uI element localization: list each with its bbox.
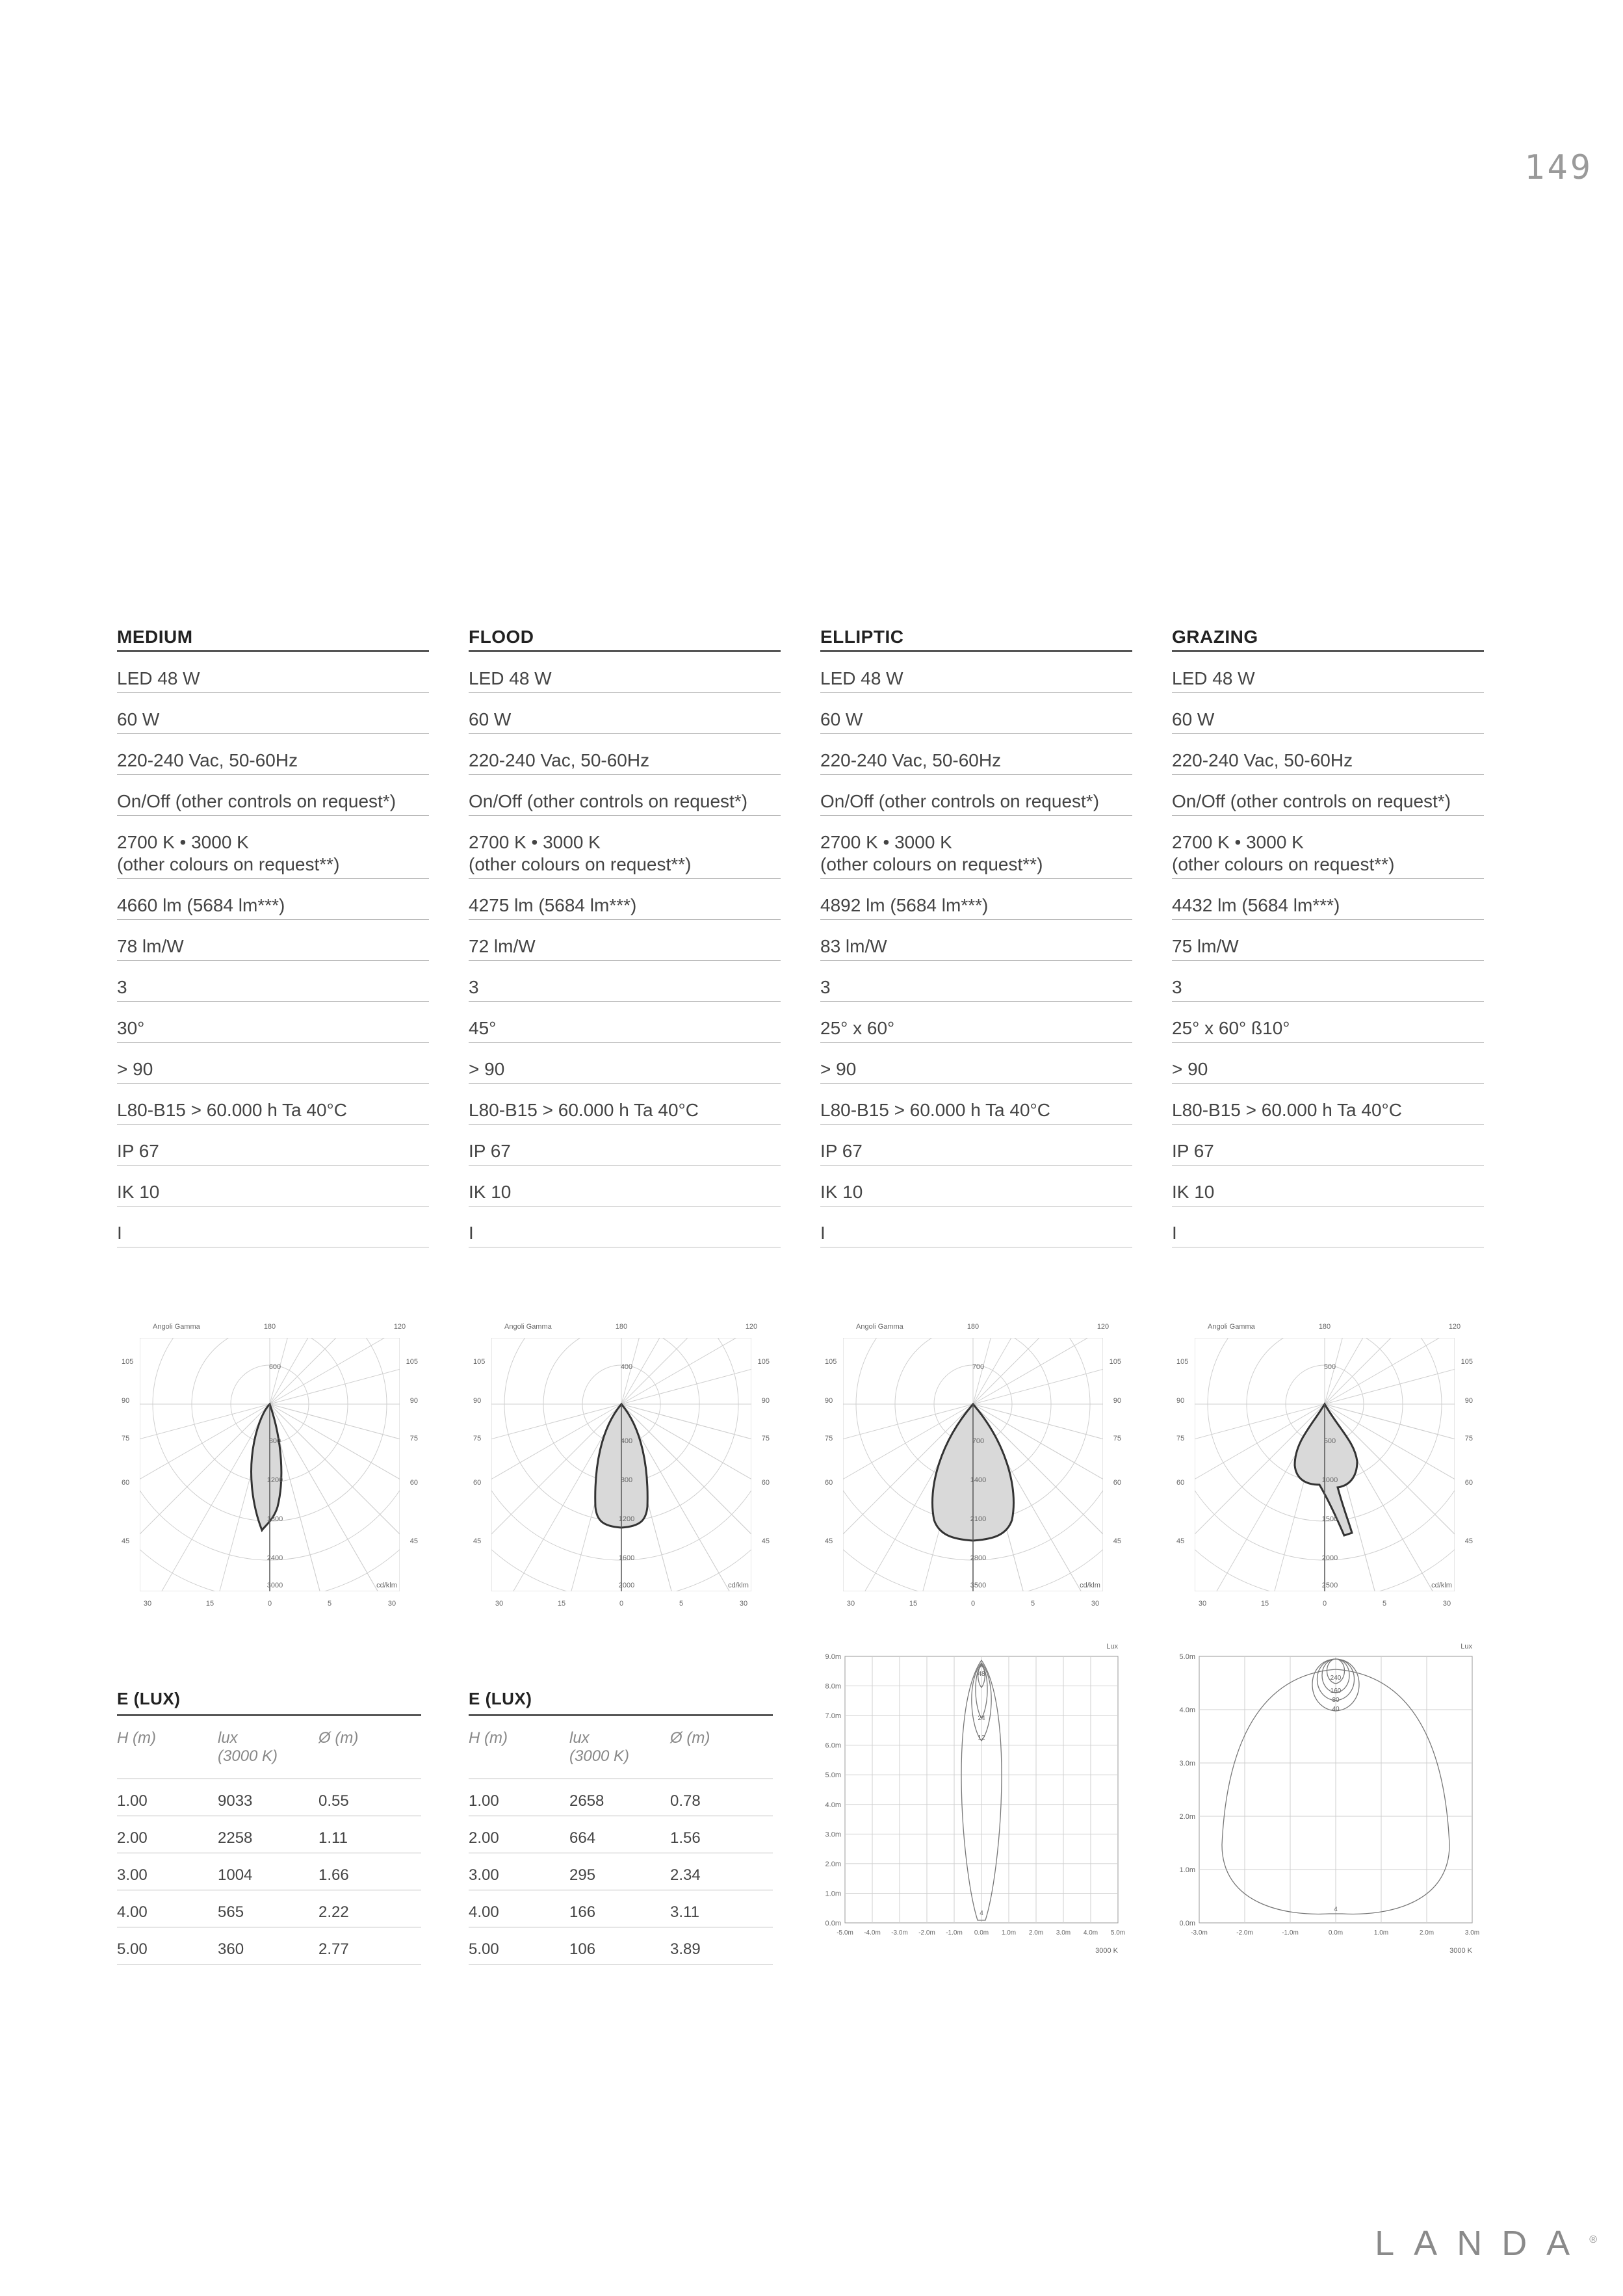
spec-row: 60 W [1172, 693, 1484, 734]
lux-cell: 5.00 [469, 1940, 499, 1958]
polar-ring-label: 400 [620, 1363, 633, 1371]
polar-ring-label: 1000 [1321, 1476, 1338, 1484]
polar-side-label-left: 105 [473, 1358, 486, 1366]
polar-side-label-right: 60 [409, 1479, 418, 1487]
spec-row: IP 67 [1172, 1125, 1484, 1166]
lux-cell: 4.00 [469, 1903, 499, 1921]
isolux-x-label: 3.0m [1056, 1929, 1071, 1937]
spec-row: 78 lm/W [117, 920, 429, 961]
lux-table-row [469, 1779, 773, 1816]
lux-cell: 2258 [218, 1829, 253, 1847]
isolux-y-label: 1.0m [1179, 1866, 1195, 1874]
isolux-svg [809, 1630, 1147, 1968]
polar-unit-label: cd/klm [376, 1582, 397, 1589]
polar-bottom-label: 30 [1198, 1600, 1207, 1608]
polar-top-label: 120 [1448, 1323, 1461, 1331]
spec-row: I [820, 1207, 1132, 1247]
spec-row: LED 48 W [469, 652, 781, 693]
lux-table-title: E (LUX) [117, 1689, 421, 1716]
polar-ring-label: 400 [620, 1437, 633, 1445]
isolux-y-label: 2.0m [825, 1860, 841, 1868]
isolux-x-label: -4.0m [864, 1929, 881, 1937]
polar-ring-label: 2800 [970, 1554, 987, 1562]
spec-column-elliptic [820, 624, 1132, 1247]
lux-table-title: E (LUX) [469, 1689, 773, 1716]
polar-ring-label: 2000 [1321, 1554, 1338, 1562]
polar-side-label-right: 45 [409, 1537, 418, 1545]
lux-cell: 2.34 [670, 1866, 701, 1884]
isolux-contour-label: 12 [978, 1734, 985, 1742]
polar-top-label: 180 [967, 1323, 980, 1331]
isolux-y-label: 1.0m [825, 1890, 841, 1898]
polar-ring-label: 1800 [266, 1515, 283, 1523]
polar-ring-label: 600 [268, 1363, 281, 1371]
spec-row: > 90 [1172, 1043, 1484, 1084]
spec-row: 4892 lm (5684 lm***) [820, 879, 1132, 920]
spec-row: 220-240 Vac, 50-60Hz [469, 734, 781, 775]
polar-ring-label: 1200 [618, 1515, 635, 1523]
polar-side-label-right: 105 [406, 1358, 418, 1366]
isolux-y-label: 8.0m [825, 1682, 841, 1691]
polar-side-label-left: 75 [825, 1435, 833, 1442]
polar-ring-label: 800 [268, 1437, 281, 1445]
lux-cell: 360 [218, 1940, 244, 1958]
lux-table-row [117, 1779, 421, 1816]
isolux-y-label: 0.0m [1179, 1920, 1195, 1927]
isolux-chart-elliptic [809, 1630, 1147, 1968]
spec-row: 60 W [820, 693, 1132, 734]
spec-row: > 90 [117, 1043, 429, 1084]
polar-bottom-label: 15 [909, 1600, 918, 1608]
polar-side-label-right: 75 [409, 1435, 418, 1442]
lux-table-row [117, 1890, 421, 1927]
lux-cell: 1.56 [670, 1829, 701, 1847]
isolux-y-label: 9.0m [825, 1653, 841, 1661]
isolux-y-label: 4.0m [825, 1801, 841, 1809]
polar-side-label-right: 105 [1109, 1358, 1121, 1366]
polar-bottom-label: 0 [619, 1600, 624, 1608]
polar-unit-label: cd/klm [728, 1582, 749, 1589]
lux-cell: 1.00 [469, 1792, 499, 1810]
isolux-footer: 3000 K [1095, 1947, 1118, 1955]
polar-ring-label: 500 [1323, 1437, 1336, 1445]
isolux-x-label: 4.0m [1083, 1929, 1098, 1937]
polar-side-label-right: 45 [1113, 1537, 1121, 1545]
polar-ring-label: 1400 [970, 1476, 987, 1484]
spec-row: LED 48 W [1172, 652, 1484, 693]
polar-side-label-right: 105 [1461, 1358, 1473, 1366]
lux-cell: 3.11 [670, 1903, 699, 1921]
isolux-x-label: -5.0m [837, 1929, 853, 1937]
lux-header-cell: H (m) [469, 1729, 508, 1747]
polar-top-label: 120 [1097, 1323, 1110, 1331]
spec-row: 4275 lm (5684 lm***) [469, 879, 781, 920]
spec-row: IK 10 [469, 1166, 781, 1207]
polar-side-label-left: 75 [1176, 1435, 1185, 1442]
lux-cell: 9033 [218, 1792, 253, 1810]
lux-table-row [117, 1816, 421, 1853]
spec-title: ELLIPTIC [820, 624, 1132, 652]
isolux-y-label: 7.0m [825, 1712, 841, 1721]
isolux-x-label: 3.0m [1464, 1929, 1480, 1937]
lux-cell: 2.77 [318, 1940, 349, 1958]
isolux-y-label: 5.0m [1179, 1653, 1195, 1661]
polar-side-label-right: 45 [761, 1537, 770, 1545]
isolux-x-label: -1.0m [1282, 1929, 1299, 1937]
polar-bottom-label: 30 [143, 1600, 152, 1608]
isolux-unit-label: Lux [1461, 1643, 1472, 1650]
spec-row: LED 48 W [820, 652, 1132, 693]
polar-side-label-right: 60 [761, 1479, 770, 1487]
spec-row: 3 [1172, 961, 1484, 1002]
polar-side-label-left: 45 [473, 1537, 482, 1545]
polar-side-label-left: 45 [122, 1537, 130, 1545]
spec-row: > 90 [820, 1043, 1132, 1084]
isolux-svg [1163, 1630, 1501, 1968]
polar-side-label-right: 75 [761, 1435, 770, 1442]
isolux-y-label: 6.0m [825, 1742, 841, 1750]
polar-bottom-label: 15 [205, 1600, 214, 1608]
lux-cell: 1.00 [117, 1792, 148, 1810]
spec-title: MEDIUM [117, 624, 429, 652]
isolux-y-label: 3.0m [1179, 1760, 1195, 1768]
lux-table-header [469, 1716, 773, 1779]
lux-cell: 2.22 [318, 1903, 349, 1921]
lux-cell: 3.00 [117, 1866, 148, 1884]
lux-cell: 565 [218, 1903, 244, 1921]
spec-row: 45° [469, 1002, 781, 1043]
polar-ring-label: 2000 [618, 1582, 635, 1589]
spec-row: IK 10 [820, 1166, 1132, 1207]
isolux-contour-label: 240 [1330, 1675, 1342, 1682]
isolux-contour-label: 4 [980, 1910, 983, 1917]
lux-header-cell: H (m) [117, 1729, 156, 1747]
isolux-y-label: 4.0m [1179, 1706, 1195, 1714]
registered-mark: ® [1589, 2234, 1597, 2245]
lux-header-cell: lux (3000 K) [218, 1729, 278, 1765]
polar-side-label-left: 75 [473, 1435, 482, 1442]
isolux-contour-label: 80 [1332, 1697, 1340, 1704]
lux-cell: 166 [569, 1903, 596, 1921]
spec-row: 3 [820, 961, 1132, 1002]
spec-row: On/Off (other controls on request*) [820, 775, 1132, 816]
polar-side-label-right: 60 [1464, 1479, 1473, 1487]
spec-row: IK 10 [1172, 1166, 1484, 1207]
polar-chart-svg [817, 1312, 1129, 1617]
polar-label-top: Angoli Gamma [153, 1323, 200, 1331]
polar-side-label-left: 90 [122, 1397, 130, 1405]
polar-side-label-left: 90 [473, 1397, 482, 1405]
isolux-contour-label: 48 [978, 1671, 985, 1678]
isolux-x-label: 2.0m [1419, 1929, 1435, 1937]
isolux-y-label: 2.0m [1179, 1813, 1195, 1821]
isolux-contour-label: 160 [1330, 1688, 1342, 1695]
lux-header-cell: lux (3000 K) [569, 1729, 630, 1765]
polar-bottom-label: 0 [1322, 1600, 1327, 1608]
polar-side-label-left: 90 [1176, 1397, 1185, 1405]
lux-cell: 3.89 [670, 1940, 701, 1958]
polar-side-label-left: 45 [825, 1537, 833, 1545]
isolux-footer: 3000 K [1449, 1947, 1472, 1955]
polar-bottom-label: 30 [1442, 1600, 1451, 1608]
lux-cell: 106 [569, 1940, 596, 1958]
lux-table-header [117, 1716, 421, 1779]
spec-row: 60 W [117, 693, 429, 734]
spec-row: 83 lm/W [820, 920, 1132, 961]
polar-ring-label: 2400 [266, 1554, 283, 1562]
spec-row: On/Off (other controls on request*) [117, 775, 429, 816]
polar-side-label-right: 75 [1464, 1435, 1473, 1442]
polar-bottom-label: 15 [557, 1600, 566, 1608]
polar-side-label-right: 90 [409, 1397, 418, 1405]
lux-cell: 2658 [569, 1792, 604, 1810]
spec-row: > 90 [469, 1043, 781, 1084]
polar-top-label: 180 [263, 1323, 276, 1331]
isolux-x-label: 2.0m [1028, 1929, 1044, 1937]
spec-row: On/Off (other controls on request*) [469, 775, 781, 816]
isolux-x-label: -1.0m [946, 1929, 963, 1937]
polar-side-label-right: 105 [757, 1358, 770, 1366]
lux-table-flood [469, 1689, 773, 1964]
lux-table-row [469, 1927, 773, 1964]
lux-table-row [469, 1853, 773, 1890]
polar-unit-label: cd/klm [1431, 1582, 1452, 1589]
polar-ring-label: 800 [620, 1476, 633, 1484]
polar-chart-flood [465, 1312, 777, 1617]
polar-bottom-label: 30 [1091, 1600, 1100, 1608]
spec-row: 2700 K • 3000 K (other colours on request**) [820, 816, 1132, 879]
lux-cell: 5.00 [117, 1940, 148, 1958]
isolux-x-label: 0.0m [974, 1929, 989, 1937]
isolux-chart-grazing [1163, 1630, 1501, 1968]
lux-table-row [117, 1927, 421, 1964]
polar-label-top: Angoli Gamma [504, 1323, 552, 1331]
spec-row: LED 48 W [117, 652, 429, 693]
spec-row: 4432 lm (5684 lm***) [1172, 879, 1484, 920]
polar-bottom-label: 0 [267, 1600, 272, 1608]
isolux-y-label: 3.0m [825, 1831, 841, 1839]
lux-cell: 4.00 [117, 1903, 148, 1921]
lux-table-row [469, 1890, 773, 1927]
polar-side-label-right: 90 [761, 1397, 770, 1405]
polar-chart-svg [465, 1312, 777, 1617]
polar-chart-svg [114, 1312, 426, 1617]
polar-top-label: 180 [1318, 1323, 1331, 1331]
lux-cell: 0.78 [670, 1792, 701, 1810]
polar-side-label-right: 60 [1113, 1479, 1121, 1487]
isolux-y-label: 0.0m [825, 1920, 841, 1927]
lux-table-medium [117, 1689, 421, 1964]
spec-row: 3 [117, 961, 429, 1002]
isolux-x-label: 1.0m [1373, 1929, 1389, 1937]
polar-side-label-left: 60 [1176, 1479, 1185, 1487]
polar-side-label-left: 45 [1176, 1537, 1185, 1545]
spec-row: 25° x 60° ß10° [1172, 1002, 1484, 1043]
page-number: 149 [1524, 148, 1593, 187]
polar-chart-grazing [1169, 1312, 1481, 1617]
spec-row: L80-B15 > 60.000 h Ta 40°C [117, 1084, 429, 1125]
spec-row: 75 lm/W [1172, 920, 1484, 961]
spec-row: L80-B15 > 60.000 h Ta 40°C [1172, 1084, 1484, 1125]
polar-bottom-label: 5 [679, 1600, 684, 1608]
lux-cell: 3.00 [469, 1866, 499, 1884]
polar-label-top: Angoli Gamma [856, 1323, 903, 1331]
polar-label-top: Angoli Gamma [1208, 1323, 1255, 1331]
polar-ring-label: 700 [972, 1363, 985, 1371]
isolux-contour-label: 4 [1334, 1906, 1338, 1913]
isolux-x-label: -2.0m [918, 1929, 935, 1937]
polar-bottom-label: 5 [1030, 1600, 1035, 1608]
polar-bottom-label: 15 [1260, 1600, 1269, 1608]
polar-ring-label: 3500 [970, 1582, 987, 1589]
isolux-contour-label: 40 [1332, 1706, 1340, 1713]
spec-row: IP 67 [117, 1125, 429, 1166]
spec-row: 220-240 Vac, 50-60Hz [820, 734, 1132, 775]
spec-row: IP 67 [469, 1125, 781, 1166]
polar-bottom-label: 30 [387, 1600, 396, 1608]
spec-column-grazing [1172, 624, 1484, 1247]
polar-ring-label: 2100 [970, 1515, 987, 1523]
spec-row: 220-240 Vac, 50-60Hz [117, 734, 429, 775]
spec-title: GRAZING [1172, 624, 1484, 652]
polar-unit-label: cd/klm [1080, 1582, 1100, 1589]
spec-row: On/Off (other controls on request*) [1172, 775, 1484, 816]
polar-side-label-left: 60 [122, 1479, 130, 1487]
spec-row: 4660 lm (5684 lm***) [117, 879, 429, 920]
spec-column-flood [469, 624, 781, 1247]
lux-header-cell: Ø (m) [670, 1729, 710, 1747]
lux-table-row [117, 1853, 421, 1890]
spec-row: I [1172, 1207, 1484, 1247]
spec-row: I [117, 1207, 429, 1247]
polar-side-label-left: 60 [473, 1479, 482, 1487]
spec-row: 3 [469, 961, 781, 1002]
spec-column-medium [117, 624, 429, 1247]
isolux-x-label: 0.0m [1328, 1929, 1344, 1937]
isolux-x-label: -3.0m [891, 1929, 908, 1937]
isolux-x-label: 5.0m [1110, 1929, 1126, 1937]
isolux-x-label: -3.0m [1191, 1929, 1208, 1937]
polar-ring-label: 700 [972, 1437, 985, 1445]
polar-side-label-left: 105 [122, 1358, 134, 1366]
polar-ring-label: 1200 [266, 1476, 283, 1484]
spec-title: FLOOD [469, 624, 781, 652]
lux-cell: 1004 [218, 1866, 253, 1884]
spec-row: IK 10 [117, 1166, 429, 1207]
polar-bottom-label: 30 [846, 1600, 855, 1608]
polar-chart-elliptic [817, 1312, 1129, 1617]
polar-side-label-right: 90 [1464, 1397, 1473, 1405]
polar-top-label: 120 [393, 1323, 406, 1331]
polar-bottom-label: 30 [739, 1600, 748, 1608]
spec-row: 220-240 Vac, 50-60Hz [1172, 734, 1484, 775]
isolux-x-label: -2.0m [1236, 1929, 1253, 1937]
lux-cell: 1.11 [318, 1829, 348, 1847]
lux-cell: 1.66 [318, 1866, 349, 1884]
spec-row: 2700 K • 3000 K (other colours on request**) [469, 816, 781, 879]
spec-row: 60 W [469, 693, 781, 734]
brand-logo [1375, 2223, 1597, 2263]
polar-top-label: 180 [615, 1323, 628, 1331]
polar-bottom-label: 5 [327, 1600, 332, 1608]
brand-name: LANDA [1375, 2224, 1590, 2263]
polar-ring-label: 1500 [1321, 1515, 1338, 1523]
lux-cell: 2.00 [469, 1829, 499, 1847]
polar-side-label-left: 105 [1176, 1358, 1189, 1366]
spec-row: 2700 K • 3000 K (other colours on request**) [117, 816, 429, 879]
isolux-y-label: 5.0m [825, 1771, 841, 1780]
spec-row: 2700 K • 3000 K (other colours on request**) [1172, 816, 1484, 879]
polar-bottom-label: 30 [495, 1600, 504, 1608]
isolux-unit-label: Lux [1106, 1643, 1118, 1650]
polar-bottom-label: 0 [970, 1600, 976, 1608]
polar-ring-label: 2500 [1321, 1582, 1338, 1589]
spec-row: 72 lm/W [469, 920, 781, 961]
polar-side-label-left: 90 [825, 1397, 833, 1405]
polar-side-label-right: 90 [1113, 1397, 1121, 1405]
polar-chart-medium [114, 1312, 426, 1617]
polar-ring-label: 1600 [618, 1554, 635, 1562]
spec-row: IP 67 [820, 1125, 1132, 1166]
lux-cell: 0.55 [318, 1792, 349, 1810]
polar-chart-svg [1169, 1312, 1481, 1617]
polar-ring-label: 3000 [266, 1582, 283, 1589]
isolux-x-label: 1.0m [1001, 1929, 1017, 1937]
lux-table-row [469, 1816, 773, 1853]
polar-side-label-right: 45 [1464, 1537, 1473, 1545]
lux-cell: 2.00 [117, 1829, 148, 1847]
polar-side-label-right: 75 [1113, 1435, 1121, 1442]
polar-side-label-left: 60 [825, 1479, 833, 1487]
light-distribution-curve [252, 1404, 281, 1530]
polar-bottom-label: 5 [1382, 1600, 1387, 1608]
polar-side-label-left: 75 [122, 1435, 130, 1442]
polar-ring-label: 500 [1323, 1363, 1336, 1371]
lux-header-cell: Ø (m) [318, 1729, 359, 1747]
polar-top-label: 120 [745, 1323, 758, 1331]
lux-cell: 295 [569, 1866, 596, 1884]
spec-row: I [469, 1207, 781, 1247]
polar-side-label-left: 105 [825, 1358, 837, 1366]
spec-row: 30° [117, 1002, 429, 1043]
spec-row: L80-B15 > 60.000 h Ta 40°C [469, 1084, 781, 1125]
isolux-contour-label: 24 [978, 1715, 985, 1722]
spec-row: L80-B15 > 60.000 h Ta 40°C [820, 1084, 1132, 1125]
spec-row: 25° x 60° [820, 1002, 1132, 1043]
lux-cell: 664 [569, 1829, 596, 1847]
